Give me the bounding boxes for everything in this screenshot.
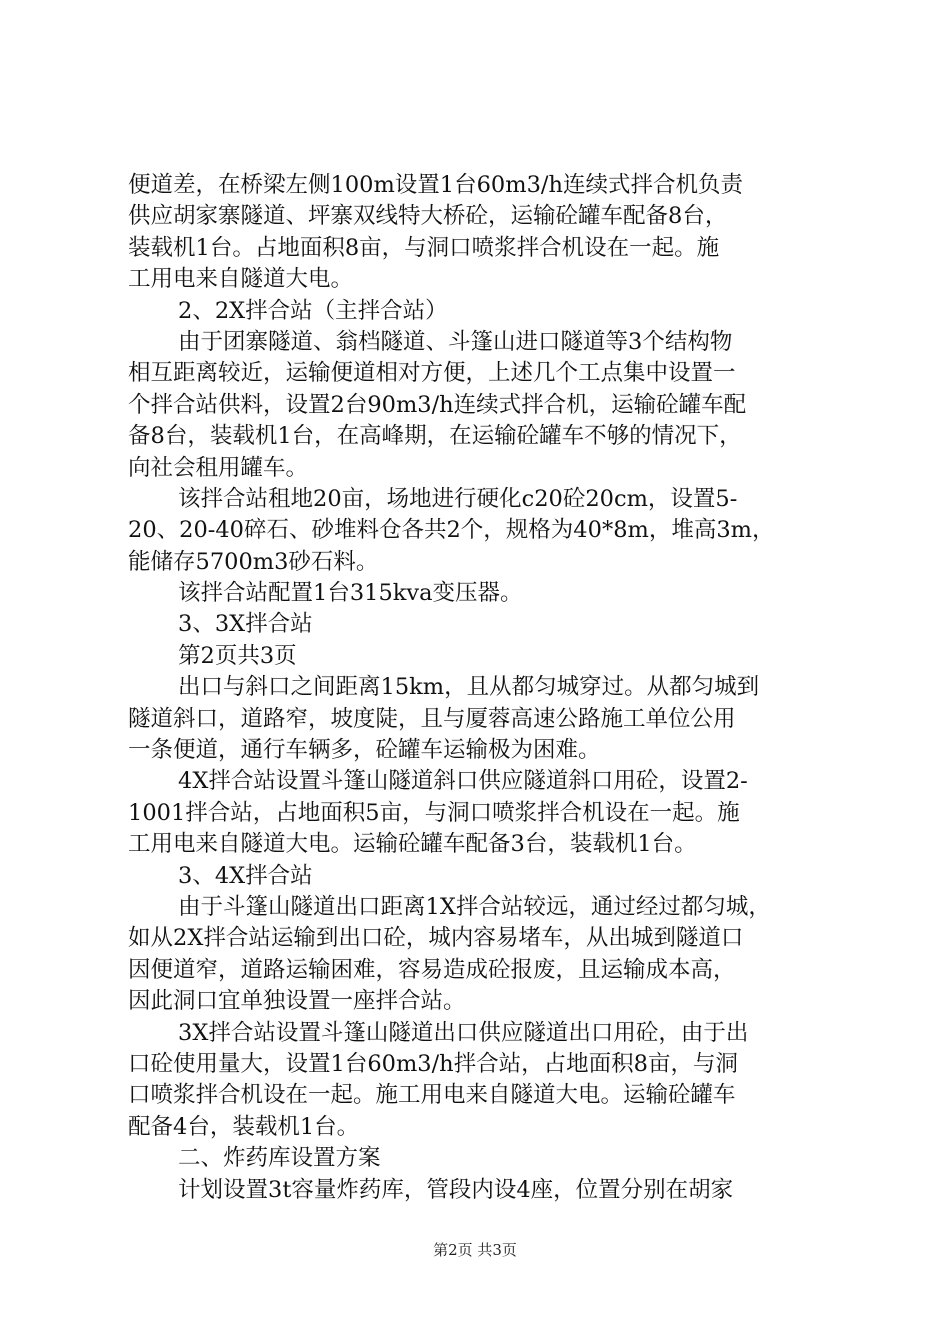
text-line: 20、20-40碎石、砂堆料仓各共2个，规格为40*8m，堆高3m， (128, 517, 775, 544)
text-line: 装载机1台。占地面积8亩，与洞口喷浆拌合机设在一起。施 (128, 234, 720, 261)
text-line: 相互距离较近，运输便道相对方便，上述几个工点集中设置一 (128, 360, 736, 387)
text-line: 隧道斜口，道路窄，坡度陡，且与厦蓉高速公路施工单位公用 (128, 705, 736, 732)
text-line: 口砼使用量大，设置1台60m3/h拌合站，占地面积8亩，与洞 (128, 1050, 738, 1077)
text-line: 3X拌合站设置斗篷山隧道出口供应隧道出口用砼，由于出 (178, 1019, 749, 1046)
text-line: 由于团寨隧道、翁档隧道、斗篷山进口隧道等3个结构物 (178, 328, 733, 355)
text-line: 如从2X拌合站运输到出口砼，城内容易堵车，从出城到隧道口 (128, 925, 744, 952)
text-line: 向社会租用罐车。 (128, 454, 309, 481)
text-line: 该拌合站租地20亩，场地进行硬化c20砼20cm，设置5- (178, 485, 738, 512)
text-line: 4X拌合站设置斗篷山隧道斜口供应隧道斜口用砼，设置2- (178, 768, 748, 795)
document-body (128, 170, 828, 1206)
text-line: 供应胡家寨隧道、坪寨双线特大桥砼，运输砼罐车配备8台， (128, 203, 728, 230)
text-line: 3、3X拌合站 (178, 611, 313, 638)
text-line: 工用电来自隧道大电。 (128, 266, 354, 293)
text-line: 由于斗篷山隧道出口距离1X拌合站较远，通过经过都匀城， (178, 893, 771, 920)
text-line: 一条便道，通行车辆多，砼罐车运输极为困难。 (128, 737, 601, 764)
text-line: 出口与斜口之间距离15km，且从都匀城穿过。从都匀城到 (178, 674, 760, 701)
text-line: 计划设置3t容量炸药库，管段内设4座，位置分别在胡家 (178, 1176, 734, 1203)
text-line: 该拌合站配置1台315kva变压器。 (178, 580, 523, 607)
text-line: 工用电来自隧道大电。运输砼罐车配备3台，装载机1台。 (128, 831, 697, 858)
text-line: 因便道窄，道路运输困难，容易造成砼报废，且运输成本高， (128, 956, 736, 983)
text-line: 3、4X拌合站 (178, 862, 313, 889)
text-line: 1001拌合站，占地面积5亩，与洞口喷浆拌合机设在一起。施 (128, 799, 740, 826)
text-line: 备8台，装载机1台，在高峰期，在运输砼罐车不够的情况下， (128, 423, 742, 450)
text-line: 能储存5700m3砂石料。 (128, 548, 379, 575)
text-line: 口喷浆拌合机设在一起。施工用电来自隧道大电。运输砼罐车 (128, 1082, 736, 1109)
text-line: 二、炸药库设置方案 (178, 1145, 381, 1172)
text-line: 第2页共3页 (178, 642, 297, 669)
text-line: 配备4台，装载机1台。 (128, 1113, 360, 1140)
text-line: 便道差，在桥梁左侧100m设置1台60m3/h连续式拌合机负责 (128, 172, 743, 198)
text-line: 因此洞口宜单独设置一座拌合站。 (128, 988, 466, 1015)
page-footer: 第2页 共3页 (433, 1241, 517, 1259)
text-line: 个拌合站供料，设置2台90m3/h连续式拌合机，运输砼罐车配 (128, 391, 747, 418)
text-line: 2、2X拌合站（主拌合站） (178, 297, 448, 324)
